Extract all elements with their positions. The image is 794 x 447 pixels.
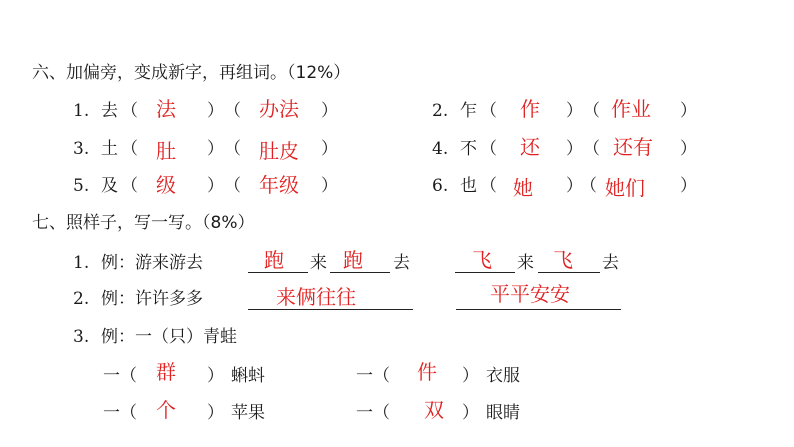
- paren-open: （: [480, 101, 497, 121]
- answer-phrase: 平平安安: [490, 282, 570, 306]
- answer-char: 级: [156, 173, 176, 197]
- measure-open: 一（: [103, 403, 137, 423]
- paren-close: ）: [321, 101, 338, 121]
- item-number: 5.: [73, 176, 90, 196]
- item-number: 2.: [432, 101, 449, 121]
- answer-char: 飞: [553, 248, 573, 272]
- paren-open: （: [121, 101, 138, 121]
- noun: 苹果: [231, 403, 265, 423]
- noun: 蝌蚪: [231, 366, 265, 386]
- paren-close: ）: [566, 139, 583, 159]
- noun: 衣服: [486, 366, 520, 386]
- paren-close: ）: [207, 176, 224, 196]
- static-char: 来: [517, 253, 534, 273]
- answer-char: 双: [424, 398, 444, 422]
- paren-open: （: [121, 176, 138, 196]
- paren-close: ）: [321, 176, 338, 196]
- answer-word: 她们: [605, 176, 645, 200]
- answer-char: 还: [520, 135, 540, 159]
- measure-open: 一（: [356, 366, 390, 386]
- example-prompt: 例：许许多多: [101, 289, 203, 309]
- paren-open: （: [580, 176, 597, 196]
- base-char: 及: [101, 176, 118, 196]
- answer-char: 件: [417, 360, 437, 384]
- paren-close: ）: [680, 139, 697, 159]
- paren-close: ）: [566, 101, 583, 121]
- example-prompt: 例：一（只）青蛙: [101, 327, 237, 347]
- paren-close: ）: [207, 101, 224, 121]
- answer-word: 还有: [613, 135, 653, 159]
- answer-underline: [248, 309, 413, 310]
- answer-char: 法: [156, 97, 176, 121]
- answer-word: 作业: [611, 97, 651, 121]
- answer-char: 飞: [472, 248, 492, 272]
- answer-underline: [456, 309, 621, 310]
- answer-char: 作: [520, 97, 540, 121]
- measure-open: 一（: [103, 366, 137, 386]
- item-number: 3.: [73, 327, 90, 347]
- noun: 眼睛: [486, 403, 520, 423]
- paren-open: （: [583, 139, 600, 159]
- item-number: 4.: [432, 139, 449, 159]
- base-char: 也: [460, 176, 477, 196]
- answer-underline: [330, 272, 390, 273]
- item-number: 6.: [432, 176, 449, 196]
- answer-char: 跑: [343, 248, 363, 272]
- static-char: 来: [310, 253, 327, 273]
- measure-close: ）: [207, 403, 224, 423]
- answer-char: 她: [513, 176, 533, 200]
- answer-underline: [248, 272, 308, 273]
- paren-open: （: [224, 139, 241, 159]
- answer-char: 群: [156, 360, 176, 384]
- paren-close: ）: [680, 176, 697, 196]
- base-char: 去: [101, 101, 118, 121]
- base-char: 乍: [460, 101, 477, 121]
- measure-close: ）: [207, 366, 224, 386]
- answer-char: 跑: [264, 248, 284, 272]
- static-char: 去: [393, 253, 410, 273]
- paren-open: （: [480, 139, 497, 159]
- answer-phrase: 来俩往往: [276, 285, 356, 309]
- item-number: 3.: [73, 139, 90, 159]
- answer-underline: [455, 272, 515, 273]
- paren-close: ）: [321, 139, 338, 159]
- section7-title: 七、照样子，写一写。（8%）: [32, 213, 255, 233]
- paren-close: ）: [207, 139, 224, 159]
- answer-char: 个: [156, 398, 176, 422]
- paren-open: （: [121, 139, 138, 159]
- answer-word: 办法: [259, 97, 299, 121]
- answer-underline: [538, 272, 600, 273]
- measure-close: ）: [462, 366, 479, 386]
- paren-open: （: [480, 176, 497, 196]
- measure-close: ）: [462, 403, 479, 423]
- base-char: 不: [460, 139, 477, 159]
- item-number: 1.: [73, 253, 90, 273]
- paren-close: ）: [680, 101, 697, 121]
- answer-char: 肚: [156, 139, 176, 163]
- paren-open: （: [583, 101, 600, 121]
- answer-word: 肚皮: [259, 139, 299, 163]
- item-number: 1.: [73, 101, 90, 121]
- paren-close: ）: [566, 176, 583, 196]
- item-number: 2.: [73, 289, 90, 309]
- base-char: 土: [101, 139, 118, 159]
- example-prompt: 例：游来游去: [101, 253, 203, 273]
- section6-title: 六、加偏旁，变成新字，再组词。（12%）: [32, 63, 351, 83]
- static-char: 去: [602, 253, 619, 273]
- measure-open: 一（: [356, 403, 390, 423]
- answer-word: 年级: [259, 173, 299, 197]
- paren-open: （: [224, 176, 241, 196]
- paren-open: （: [224, 101, 241, 121]
